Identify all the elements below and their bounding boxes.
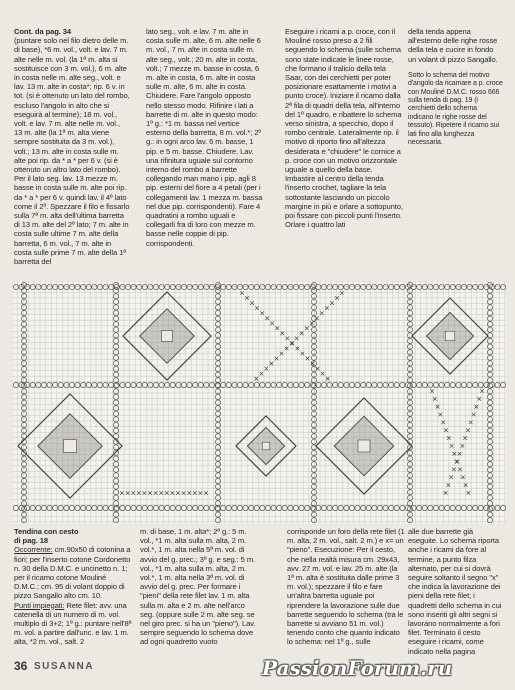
section-subtitle: di pag. 18 xyxy=(14,536,49,546)
materials-text: cm.90x50 di cotonina a fiori; per l'inserto cotone Cordonetto n. 30 della D.M.C. e uncinetto n. 1; per il ricamo cotone Mouliné D.M.C.; cm. 95 di volant doppio di pizzo Sangallo alto cm. 10. xyxy=(14,545,131,601)
diamond-center xyxy=(262,442,270,450)
bottom3-body: corrisponde un foro della rete filet (1 m. alta, 2 m. vol., salt. 2 m.) e x= un "pieno". Esecuzione: Per il cesto, che nella realtà misura cm. 29x43, avv. 27 m. vol. e lav. 25 m. alte (la 1ª m. alta è sostituita dalle prime 3 m. vol.); spezzare il filo e fare un'altra barretta uguale poi riprendere la lavorazione sulle due barrette seguendo lo schema (tra le barrette si avviano 51 m. vol.) tenendo conto che quanto indicato lo schema: nel 1º g., sulle xyxy=(287,527,405,647)
text-column-1 xyxy=(14,27,130,295)
magazine-brand: SUSANNA xyxy=(34,661,94,672)
watermark: PassionForum.ru xyxy=(262,656,453,680)
continuation-heading: Cont. da pag. 34 xyxy=(14,27,72,36)
diamond-center xyxy=(358,440,370,452)
page-number: 36 xyxy=(14,659,28,673)
col4-intro: della tenda appena all'esterno delle righe rosse della tela e cucire in fondo un volant di pizzo Sangallo. xyxy=(408,27,498,64)
pattern-grid xyxy=(12,281,506,524)
bottom-column-1 xyxy=(14,527,132,657)
bottom-column-2 xyxy=(140,527,258,657)
diamond-center xyxy=(64,440,77,453)
col1-body: (puntare solo nel filo dietro delle m. di base), *6 m. vol., volt. e lav. 7 m. alte nelle m. vol. (la 1ª m. alta si sostituisce con 3 m. vol.), 6 m. alte in costa nelle m. alte seg., volt. e lav. 13 m. alte in costa*; rip. 6 v. in tot. (si è ottenuto un lato del rombo, escluso l'angolo in alto che si eseguirà al termine); 18 m. vol., volt. e lav. 7 m. alte nelle m. vol., 13 m. alte (la 1ª m. alta viene sempre sostituita da 3 m. vol.), volt.; 13 m. alte in costa sulle m. alte poi rip. da * a * per 6 v. (si è ottenuto un altro lato del rombo). Per il lato seg. lav. 13 mezze m. basse in costa sulle m. alte poi rip. da * a * per 6 v. quindi lav. il 4º lato come il 2º. Spezzare il filo e fissarlo sulla 7ª m. alta dell'ultima barretta di 13 m. alte del 2º lato; 7 m. alte in costa sulle ultime 7 m. alte della barretta, 6 m. vol., 7 m. alte in costa sulle prime 7 m. alte della 1ª barretta del xyxy=(14,36,130,267)
diamond-center xyxy=(162,331,173,342)
bottom2-body: m. di base, 1 m. alta*; 2º g.: 5 m. vol., *1 m. alta sulla m. alta, 2 m. vol.*, 1 m. alta nella 5ª m. vol. di avvio del g. prec.; 3º g. e seg.: 5 m. vol., *1 m. alta sulla m. alta, 2 m. vol.*, 1 m. alta nella 3ª m. vol. di avvio del g. prec. Per formare i "pieni" della rete filet lav. 1 m. alta sulla m. alta e 2 m. alte nell'arco seg. (oppure sulle 2 m. alte seg. se nel giro prec. si ha un "pieno"). Lav. sempre seguendo lo schema dove ad ogni quadretto vuoto xyxy=(140,527,256,647)
bottom4-body: alle due barrette già eseguite. Lo schema riporta anche i ricami da fore al termine, a punto filza alternato, per cui si dovrà seguire soltanto il segno "x" che indica la lavorazione dei pieni della rete filet; i quadretti dello schema in cui sono inseriti gli altri segni si lavorano normalmente a fori filet. Terminato il cesto eseguire i ricami, come indicato nella pagina xyxy=(408,527,502,656)
bottom-column-3 xyxy=(287,527,405,657)
section-title: Tendina con cesto xyxy=(14,527,79,536)
diamond-center xyxy=(445,331,455,341)
grid-lines xyxy=(12,281,506,524)
text-column-3 xyxy=(285,27,403,291)
col4-caption: Sotto lo schema del motivo d'angolo da ricamare a p. croce con Mouliné D.M.C. rosso 666 sulla tenda di pag. 19 (i cerchietti dello schema indicano le righe rosse del tessuto). Ripetere il ricamo sui lati fino alla lunghezza necessaria. xyxy=(408,71,503,147)
text-column-2 xyxy=(146,27,264,291)
cross-stitch-pattern xyxy=(12,281,506,524)
stitches-text: Rete filet: avv. una catenella di un numero di m. vol. multiplo di 3+2; 1º g.: puntare nell'8ª m. vol. a partire dall'unc. e lav. 1 m. alta, *2 m. vol., salt. 2 xyxy=(14,600,132,647)
stitches-label: Punti impiegati: xyxy=(14,600,65,610)
col2-body: lato seg., volt. e lav. 7 m. alte in costa sulle m. alte, 6 m. alte nelle 6 m. vol., 7 m. alte in costa sulle m. alte seg., volt.; 20 m. alte in costa, volt.; 7 mezze m. basse in costa, 6 m. alte in costa, 6 m. alte in costa sulle m. alte, 6 m. alte in costa. Chiudere. Fare l'angolo opposto nello stesso modo. Rifinire i lati a barrette di m. alte in questo modo: 1º g.: *1 m. bassa nel vertice esterno della barretta, 8 m. vol.*; 2º g.: in ogni arco lav. 6 m. basse, 1 pip. e 5 m. basse. Chiudere. Lav. una rifinitura uguale sul contorno interno del rombo a barrette collegando man mano i pip. agli 8 pip. esterni del fiore a 4 petali (per i collegamenti lav. 1 mezza m. bassa nel due pip. corrispondenti). Fare 4 quadratini a rombo uguali e collegarli fra di loro con mezze m. basse nelle coppie di pip. corrispondenti. xyxy=(146,27,263,248)
text-column-4 xyxy=(408,27,503,147)
col3-body: Eseguire i ricami a p. croce, con il Mouliné rosso preso a 2 fili seguendo lo schema (sulle schema sono state indicate le linee rosse, che formano il tralicio della tela Saar, con dei cerchietti per poter posizionare esattamente i motivi a punto croce). Iniziare il ricamo dalla 2ª fila di quadri della tela, all'interno del 1º quadro, e ribattere lo schema verso sinistra, a specchio, dopo il rombo centrale. Lateralmente rip. il motivo di riporto fino all'altezza desiderata e "chiudere" le cornice a p. croce con un motivo orizzontale uguale a quello della base. Imbastire al centro della tenda l'inserto crochet, tagliare la tela sottostante lasciando un piccolo margine in più e orlare a sottopunto, poi fissare con piccoli punti l'inserto. Orlare i quattro lati xyxy=(285,27,403,230)
bottom-column-4 xyxy=(408,527,504,657)
materials-label: Occorrente: xyxy=(14,545,53,555)
